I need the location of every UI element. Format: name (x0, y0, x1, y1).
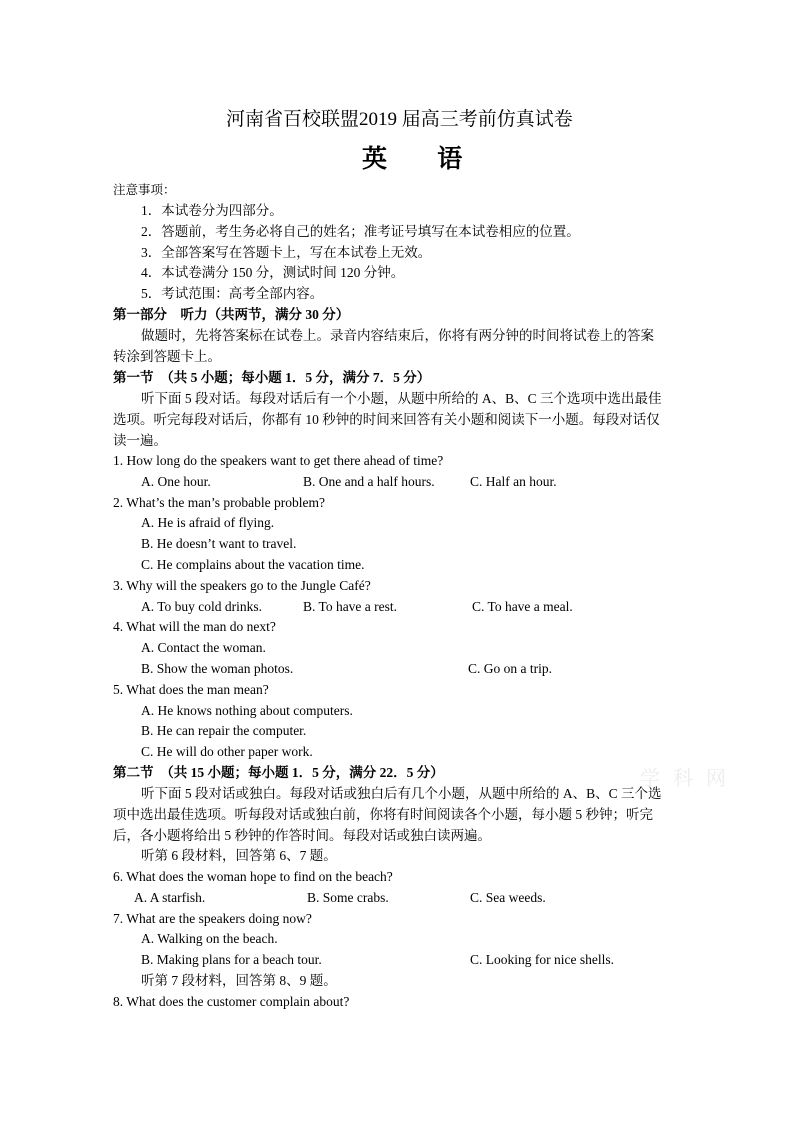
option-c: C. Looking for nice shells. (470, 952, 614, 967)
material-instruction: 听第 7 段材料，回答第 8、9 题。 (141, 973, 337, 988)
question-stem: 7. What are the speakers doing now? (113, 911, 312, 926)
question-stem: 4. What will the man do next? (113, 619, 276, 634)
section1-intro: 选项。听完每段对话后，你都有 10 秒钟的时间来回答有关小题和阅读下一小题。每段对话仅 (113, 412, 660, 427)
section1-intro: 读一遍。 (113, 433, 167, 448)
subject-title: 英 语 (362, 146, 485, 173)
option-c: C. He will do other paper work. (141, 744, 313, 759)
option-b: B. Show the woman photos. (141, 661, 294, 676)
option-c: C. Sea weeds. (470, 890, 546, 905)
part1-intro: 转涂到答题卡上。 (113, 349, 221, 364)
notice-item: 4．本试卷满分 150 分，测试时间 120 分钟。 (141, 265, 405, 280)
option-a: A. He is afraid of flying. (141, 515, 275, 530)
option-b: B. He doesn’t want to travel. (141, 536, 297, 551)
question-stem: 3. Why will the speakers go to the Jungle Café? (113, 578, 371, 593)
option-a: A. He knows nothing about computers. (141, 703, 353, 718)
section1-heading: 第一节 （共 5 小题；每小题 1．5 分，满分 7．5 分） (113, 370, 431, 385)
option-b: B. Making plans for a beach tour. (141, 952, 322, 967)
question-stem: 2. What’s the man’s probable problem? (113, 495, 325, 510)
option-c: C. To have a meal. (472, 599, 573, 614)
option-a: A. One hour. (141, 474, 211, 489)
notice-item: 3．全部答案写在答题卡上，写在本试卷上无效。 (141, 245, 432, 260)
notice-heading: 注意事项： (113, 183, 176, 197)
option-b: B. One and a half hours. (303, 474, 435, 489)
watermark: 学 科 网 (640, 768, 730, 790)
option-c: C. Half an hour. (470, 474, 557, 489)
material-instruction: 听第 6 段材料，回答第 6、7 题。 (141, 848, 337, 863)
notice-item: 5．考试范围：高考全部内容。 (141, 286, 324, 301)
option-b: B. Some crabs. (307, 890, 389, 905)
section1-intro: 听下面 5 段对话。每段对话后有一个小题，从题中所给的 A、B、C 三个选项中选出最佳 (141, 391, 662, 406)
option-a: A. To buy cold drinks. (141, 599, 263, 614)
question-stem: 5. What does the man mean? (113, 682, 269, 697)
notice-item: 2．答题前，考生务必将自己的姓名；准考证号填写在本试卷相应的位置。 (141, 224, 580, 239)
exam-title: 河南省百校联盟2019 届高三考前仿真试卷 (226, 109, 573, 130)
section2-intro: 项中选出最佳选项。听每段对话或独白前，你将有时间阅读各个小题，每小题 5 秒钟；听完 (113, 807, 653, 822)
option-a: A. Walking on the beach. (141, 931, 278, 946)
question-stem: 1. How long do the speakers want to get there ahead of time? (113, 453, 444, 468)
notice-item: 1．本试卷分为四部分。 (141, 203, 283, 218)
option-a: A. Contact the woman. (141, 640, 266, 655)
part1-intro: 做题时，先将答案标在试卷上。录音内容结束后，你将有两分钟的时间将试卷上的答案 (141, 328, 654, 343)
part1-heading: 第一部分 听力（共两节，满分 30 分） (113, 307, 350, 322)
option-a: A. A starfish. (134, 890, 206, 905)
section2-intro: 听下面 5 段对话或独白。每段对话或独白后有几个小题，从题中所给的 A、B、C 三个选 (141, 786, 662, 801)
section2-intro: 后，各小题将给出 5 秒钟的作答时间。每段对话或独白读两遍。 (113, 828, 491, 843)
option-c: C. Go on a trip. (468, 661, 552, 676)
question-stem: 8. What does the customer complain about? (113, 994, 350, 1009)
option-b: B. To have a rest. (303, 599, 398, 614)
section2-heading: 第二节 （共 15 小题；每小题 1．5 分，满分 22．5 分） (113, 765, 444, 780)
option-b: B. He can repair the computer. (141, 723, 307, 738)
question-stem: 6. What does the woman hope to find on the beach? (113, 869, 393, 884)
option-c: C. He complains about the vacation time. (141, 557, 365, 572)
